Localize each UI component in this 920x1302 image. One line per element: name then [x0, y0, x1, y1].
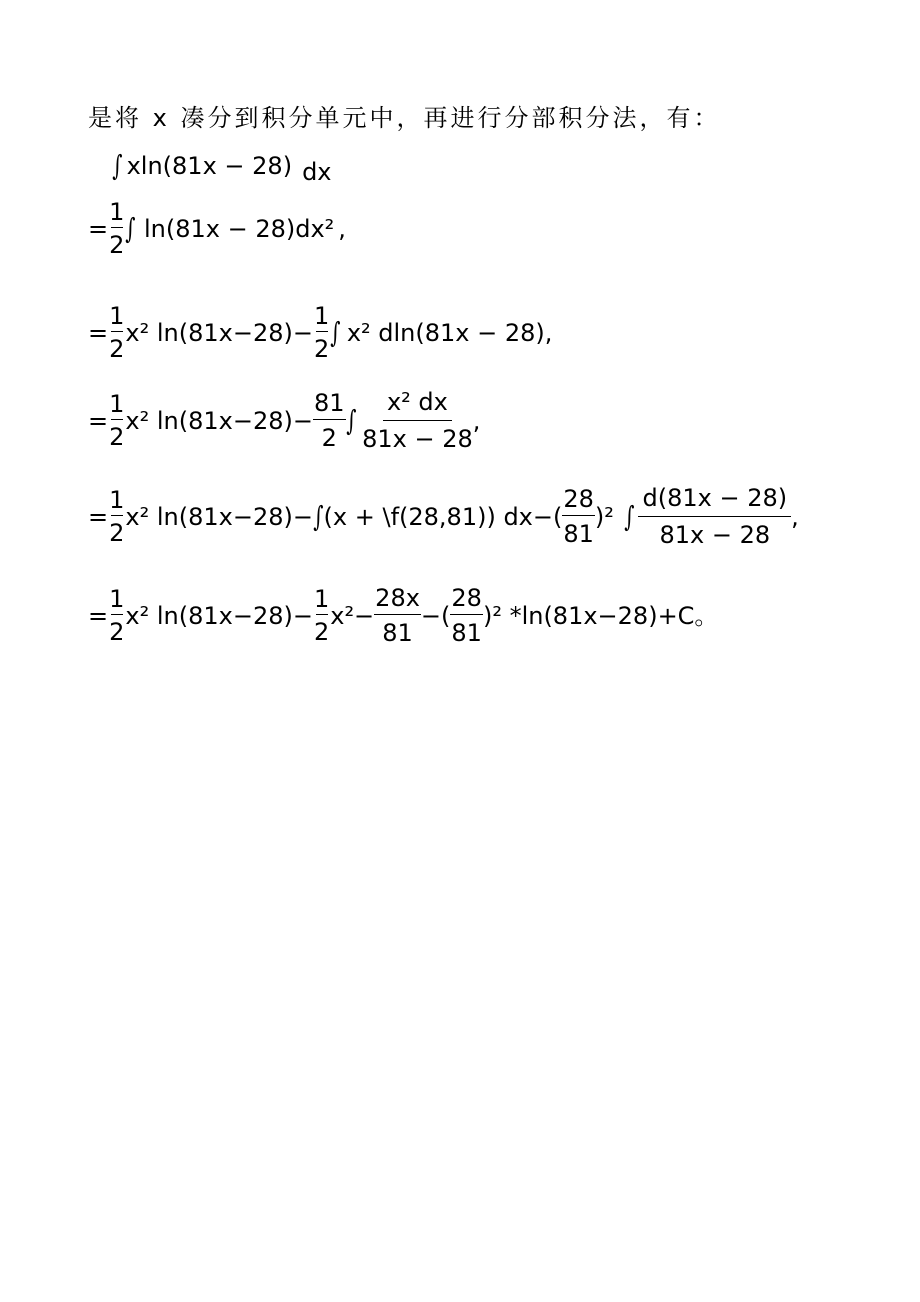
formula-line-1 — [112, 148, 332, 184]
denominator: 81x − 28 — [362, 425, 473, 453]
integrand: xln(81x − 28) — [126, 152, 293, 180]
equals-sign: = — [88, 502, 109, 531]
trailing-comma: , — [338, 214, 346, 243]
denominator: 81x − 28 — [659, 521, 771, 549]
fraction-bar — [316, 331, 328, 332]
term-b: x² dln(81x − 28), — [346, 318, 553, 347]
fraction-half-2 — [313, 584, 330, 647]
denominator: 81 — [451, 619, 482, 647]
numerator: 1 — [109, 198, 125, 226]
denominator: 2 — [313, 618, 330, 647]
numerator: x² dx — [383, 390, 452, 421]
equals-sign: = — [88, 601, 109, 630]
differential: dx — [302, 158, 332, 186]
formula-line-4 — [88, 390, 480, 451]
fraction-28x-over-81 — [374, 586, 421, 645]
denominator: 2 — [313, 335, 330, 364]
fraction-bar — [111, 515, 123, 516]
term-d: )² *ln(81x−28)+C。 — [482, 601, 719, 630]
numerator: 1 — [109, 584, 125, 613]
fraction-bar — [111, 419, 123, 420]
denominator: 2 — [109, 618, 125, 647]
term-c: )² — [594, 502, 614, 531]
integral-sign-2: ∫ — [624, 499, 635, 533]
term-a: x² ln(81x−28)− — [125, 601, 313, 630]
fraction-half — [108, 389, 125, 452]
fraction-half-2 — [313, 302, 330, 364]
fraction-bar — [111, 227, 123, 228]
term-a: x² ln(81x−28)− — [125, 406, 313, 435]
formula-line-3 — [88, 302, 553, 364]
equals-sign: = — [88, 214, 109, 243]
fraction-81-over-2 — [313, 391, 346, 450]
integral-sign: ∫ — [345, 403, 356, 437]
fraction-bar — [111, 614, 123, 615]
term-c: −( — [420, 601, 451, 630]
numerator: 1 — [313, 302, 330, 330]
integral-sign: ∫ — [125, 211, 136, 245]
formula-line-5 — [88, 486, 799, 547]
numerator: d(81x − 28) — [638, 486, 791, 517]
denominator: 81 — [382, 619, 413, 647]
term-a: x² ln(81x−28)− — [125, 502, 313, 531]
numerator: 28 — [450, 586, 483, 615]
fraction-half — [108, 198, 125, 260]
numerator: 1 — [109, 302, 125, 330]
denominator: 2 — [109, 423, 125, 452]
denominator: 2 — [109, 231, 125, 260]
integral-sign: ∫ — [313, 499, 324, 533]
formula-line-6 — [88, 586, 718, 645]
numerator: 28x — [374, 586, 421, 615]
term-b: (x + \f(28,81)) dx−( — [323, 502, 563, 531]
fraction-main — [638, 486, 791, 547]
equals-sign: = — [88, 406, 109, 435]
term-b: x²− — [330, 601, 375, 630]
denominator: 81 — [563, 520, 594, 548]
numerator: 28 — [562, 487, 595, 516]
integral-sign: ∫ — [112, 149, 123, 182]
fraction-half — [108, 584, 125, 647]
fraction-half — [108, 485, 125, 548]
fraction-half — [108, 302, 125, 364]
fraction-28-over-81 — [562, 487, 595, 546]
integral-sign: ∫ — [330, 315, 341, 349]
fraction-bar — [111, 331, 123, 332]
formula-line-2 — [88, 198, 346, 260]
equals-sign: = — [88, 318, 109, 347]
denominator: 2 — [109, 335, 125, 364]
fraction-main — [362, 390, 473, 451]
intro-text: 是将 x 凑分到积分单元中，再进行分部积分法，有： — [88, 104, 721, 132]
fraction-28-over-81 — [450, 586, 483, 645]
numerator: 1 — [109, 485, 125, 514]
trailing-comma: , — [791, 502, 799, 531]
numerator: 1 — [109, 389, 125, 418]
denominator: 2 — [109, 519, 125, 548]
fraction-bar — [316, 614, 328, 615]
term-a: x² ln(81x−28)− — [125, 318, 313, 347]
trailing-comma: , — [472, 406, 481, 435]
integrand: ln(81x − 28)dx² — [143, 214, 335, 243]
numerator: 81 — [313, 391, 346, 420]
denominator: 2 — [321, 424, 337, 452]
numerator: 1 — [313, 584, 330, 613]
